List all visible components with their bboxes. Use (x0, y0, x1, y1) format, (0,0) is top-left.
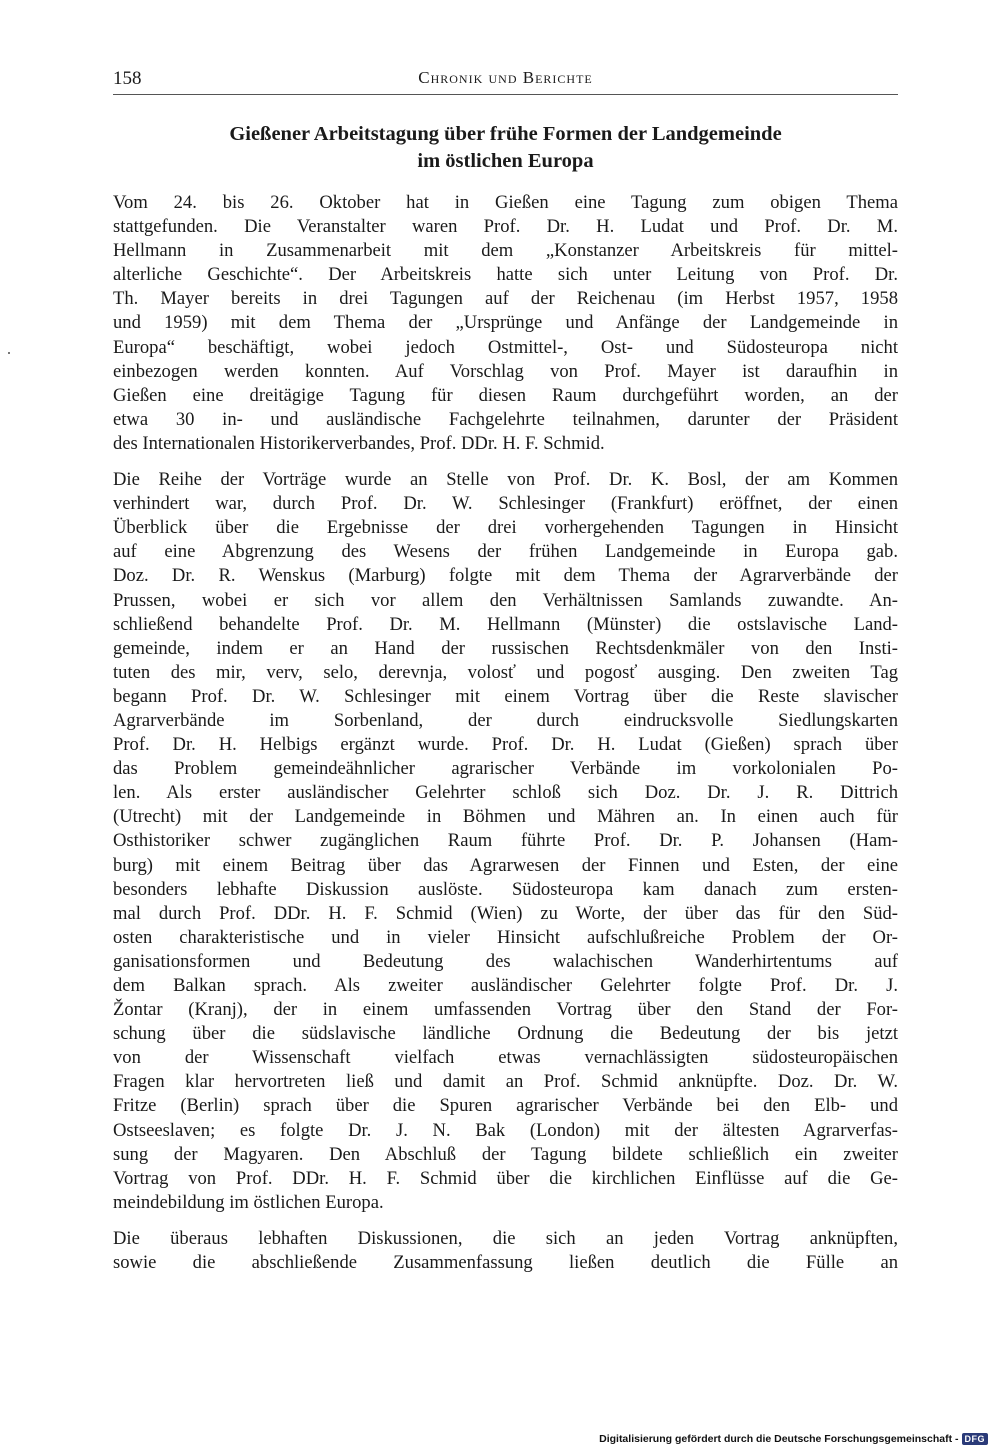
text-line: meindebildung im östlichen Europa. (113, 1191, 384, 1213)
text-line: Fritze (Berlin) sprach über die Spuren agrarischer Verbände bei den Elb- und (113, 1095, 898, 1117)
text-line: Die überaus lebhaften Diskussionen, die sich an jeden Vortrag anknüpften, (113, 1227, 898, 1249)
text-line: schung über die südslavische ländliche Ordnung die Bedeutung der bis jetzt (113, 1023, 898, 1045)
text-line: Europa“ beschäftigt, wobei jedoch Ostmittel-, Ost- und Südosteuropa nicht (113, 336, 898, 358)
text-line: verhindert war, durch Prof. Dr. W. Schlesinger (Frankfurt) eröffnet, der einen (113, 493, 898, 515)
text-line: Agrarverbände im Sorbenland, der durch eindrucksvolle Siedlungskarten (113, 709, 898, 731)
footer-text: Digitalisierung gefördert durch die Deutsche Forschungsgemeinschaft - (599, 1433, 959, 1445)
text-line: Th. Mayer bereits in drei Tagungen auf der Reichenau (im Herbst 1957, 1958 (113, 288, 898, 310)
text-line: osten charakteristische und in vieler Hinsicht aufschlußreiche Problem der Or- (113, 926, 898, 948)
paragraph (113, 1227, 898, 1275)
text-line: Žontar (Kranj), der in einem umfassenden Vortrag über den Stand der For- (113, 999, 898, 1021)
text-line: mal durch Prof. DDr. H. F. Schmid (Wien) zu Worte, der über das für den Süd- (113, 902, 898, 924)
title-line: Gießener Arbeitstagung über frühe Formen der Landgemeinde (229, 123, 782, 145)
text-line: von der Wissenschaft vielfach etwas vernachlässigten südosteuropäischen (113, 1047, 898, 1069)
page-number: 158 (113, 68, 142, 89)
running-head (113, 68, 898, 95)
text-line: dem Balkan sprach. Als zweiter ausländischer Gelehrter folgte Prof. Dr. J. (113, 975, 898, 996)
text-line: gemeinde, indem er an Hand der russischen Rechtsdenkmäler von den Insti- (113, 637, 898, 659)
scan-speck (8, 352, 10, 354)
text-line: Doz. Dr. R. Wenskus (Marburg) folgte mit dem Thema der Agrarverbände der (113, 565, 898, 587)
article-body (113, 191, 898, 1287)
text-line: einbezogen werden konnten. Auf Vorschlag von Prof. Mayer ist daraufhin in (113, 360, 898, 382)
text-line: Prof. Dr. H. Helbigs ergänzt wurde. Prof. Dr. H. Ludat (Gießen) sprach über (113, 734, 898, 756)
text-line: burg) mit einem Beitrag über das Agrarwesen der Finnen und Esten, der eine (113, 854, 898, 876)
text-line: besonders lebhafte Diskussion auslöste. Südosteuropa kam danach zum ersten- (113, 878, 898, 900)
running-title: Chronik und Berichte (418, 68, 593, 87)
paragraph (113, 468, 898, 1215)
text-line: etwa 30 in- und ausländische Fachgelehrte teilnahmen, darunter der Präsident (113, 408, 898, 430)
text-line: Osthistoriker schwer zugänglichen Raum führte Prof. Dr. P. Johansen (Ham- (113, 830, 898, 852)
text-line: len. Als erster ausländischer Gelehrter schloß sich Doz. Dr. J. R. Dittrich (113, 782, 898, 804)
text-line: des Internationalen Historikerverbandes, Prof. DDr. H. F. Schmid. (113, 432, 605, 454)
title-line: im östlichen Europa (417, 150, 594, 172)
text-line: ganisationsformen und Bedeutung des walachischen Wanderhirtentums auf (113, 950, 898, 972)
text-line: Hellmann in Zusammenarbeit mit dem „Konstanzer Arbeitskreis für mittel- (113, 240, 898, 262)
text-line: Vom 24. bis 26. Oktober hat in Gießen eine Tagung zum obigen Thema (113, 192, 898, 213)
article-title (113, 121, 898, 175)
text-line: Prussen, wobei er sich vor allem den Verhältnissen Samlands zuwandte. An- (113, 589, 898, 611)
text-line: Überblick über die Ergebnisse der drei vorhergehenden Tagungen in Hinsicht (113, 517, 898, 539)
text-line: Gießen eine dreitägige Tagung für diesen Raum durchgeführt worden, an der (113, 384, 898, 406)
text-line: begann Prof. Dr. W. Schlesinger mit einem Vortrag über die Reste slavischer (113, 685, 898, 707)
text-line: Ostseeslaven; es folgte Dr. J. N. Bak (London) mit der ältesten Agrarverfas- (113, 1119, 898, 1141)
text-line: alterliche Geschichte“. Der Arbeitskreis hatte sich unter Leitung von Prof. Dr. (113, 264, 898, 286)
text-line: schließend behandelte Prof. Dr. M. Hellmann (Münster) die ostslavische Land- (113, 613, 898, 635)
text-line: Die Reihe der Vorträge wurde an Stelle von Prof. Dr. K. Bosl, der am Kommen (113, 469, 898, 491)
paragraph (113, 191, 898, 456)
dfg-logo-icon: DFG (962, 1433, 989, 1445)
text-line: und 1959) mit dem Thema der „Ursprünge und Anfänge der Landgemeinde in (113, 312, 898, 334)
text-line: auf eine Abgrenzung des Wesens der frühen Landgemeinde in Europa gab. (113, 541, 898, 563)
text-line: sung der Magyaren. Den Abschluß der Tagung bildete schließlich ein zweiter (113, 1143, 898, 1165)
digitization-footer (599, 1433, 988, 1445)
text-line: (Utrecht) mit der Landgemeinde in Böhmen und Mähren an. In einen auch für (113, 806, 898, 828)
text-line: Fragen klar hervortreten ließ und damit an Prof. Schmid anknüpfte. Doz. Dr. W. (113, 1071, 898, 1093)
text-line: das Problem gemeindeähnlicher agrarischer Verbände im vorkolonialen Po- (113, 758, 898, 780)
text-line: Vortrag von Prof. DDr. H. F. Schmid über die kirchlichen Einflüsse auf die Ge- (113, 1167, 898, 1189)
text-line: stattgefunden. Die Veranstalter waren Prof. Dr. H. Ludat und Prof. Dr. M. (113, 216, 898, 238)
text-line: tuten des mir, verv, selo, derevnja, volosť und pogosť ausging. Den zweiten Tag (113, 661, 898, 683)
text-line: sowie die abschließende Zusammenfassung ließen deutlich die Fülle an (113, 1252, 898, 1274)
